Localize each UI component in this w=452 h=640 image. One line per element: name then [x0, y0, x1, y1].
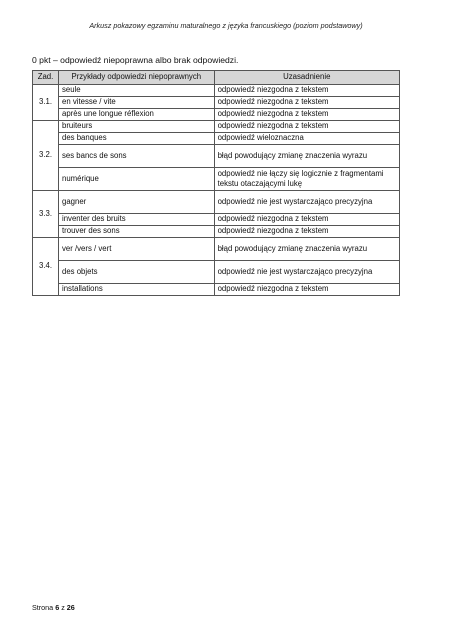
justification-cell: odpowiedź niezgodna z tekstem — [214, 121, 399, 133]
scoring-note: 0 pkt – odpowiedź niepoprawna albo brak odpowiedzi. — [32, 55, 239, 65]
of-label: z — [61, 603, 65, 612]
justification-cell: odpowiedź niezgodna z tekstem — [214, 85, 399, 97]
justification-cell: odpowiedź wieloznaczna — [214, 133, 399, 145]
example-cell: seule — [58, 85, 214, 97]
justification-cell: odpowiedź niezgodna z tekstem — [214, 226, 399, 238]
example-cell: ses bancs de sons — [58, 145, 214, 168]
page-footer — [32, 603, 75, 612]
table-row — [33, 85, 400, 97]
table-row — [33, 109, 400, 121]
example-cell: installations — [58, 284, 214, 296]
example-cell: en vitesse / vite — [58, 97, 214, 109]
table-row — [33, 121, 400, 133]
example-cell: inventer des bruits — [58, 214, 214, 226]
justification-cell: odpowiedź nie jest wystarczająco precyzyjna — [214, 261, 399, 284]
justification-cell: błąd powodujący zmianę znaczenia wyrazu — [214, 145, 399, 168]
table-row — [33, 145, 400, 168]
example-cell: ver /vers / vert — [58, 238, 214, 261]
task-number-cell: 3.3. — [33, 191, 59, 238]
table-row — [33, 133, 400, 145]
table-row — [33, 284, 400, 296]
justification-cell: odpowiedź niezgodna z tekstem — [214, 214, 399, 226]
table-row — [33, 168, 400, 191]
example-cell: après une longue réflexion — [58, 109, 214, 121]
justification-cell: odpowiedź nie jest wystarczająco precyzyjna — [214, 191, 399, 214]
table-row — [33, 261, 400, 284]
table-row — [33, 238, 400, 261]
justification-cell: błąd powodujący zmianę znaczenia wyrazu — [214, 238, 399, 261]
table-row — [33, 226, 400, 238]
task-number-cell: 3.1. — [33, 85, 59, 121]
justification-cell: odpowiedź niezgodna z tekstem — [214, 284, 399, 296]
total-pages: 26 — [66, 603, 75, 612]
table-header-row — [33, 71, 400, 85]
column-header-justification: Uzasadnienie — [214, 71, 399, 85]
incorrect-answers-table — [32, 70, 400, 296]
justification-cell: odpowiedź niezgodna z tekstem — [214, 97, 399, 109]
example-cell: des objets — [58, 261, 214, 284]
example-cell: trouver des sons — [58, 226, 214, 238]
column-header-task: Zad. — [33, 71, 59, 85]
task-number-cell: 3.4. — [33, 238, 59, 296]
table-row — [33, 191, 400, 214]
table-row — [33, 214, 400, 226]
page-label: Strona — [32, 603, 54, 612]
justification-cell: odpowiedź niezgodna z tekstem — [214, 109, 399, 121]
page-number: 6 — [55, 603, 60, 612]
example-cell: gagner — [58, 191, 214, 214]
document-header: Arkusz pokazowy egzaminu maturalnego z języka francuskiego (poziom podstawowy) — [89, 21, 363, 30]
table-row — [33, 97, 400, 109]
task-number-cell: 3.2. — [33, 121, 59, 191]
justification-cell: odpowiedź nie łączy się logicznie z fragmentami tekstu otaczającymi lukę — [214, 168, 399, 191]
column-header-examples: Przykłady odpowiedzi niepoprawnych — [58, 71, 214, 85]
example-cell: numérique — [58, 168, 214, 191]
example-cell: bruiteurs — [58, 121, 214, 133]
example-cell: des banques — [58, 133, 214, 145]
